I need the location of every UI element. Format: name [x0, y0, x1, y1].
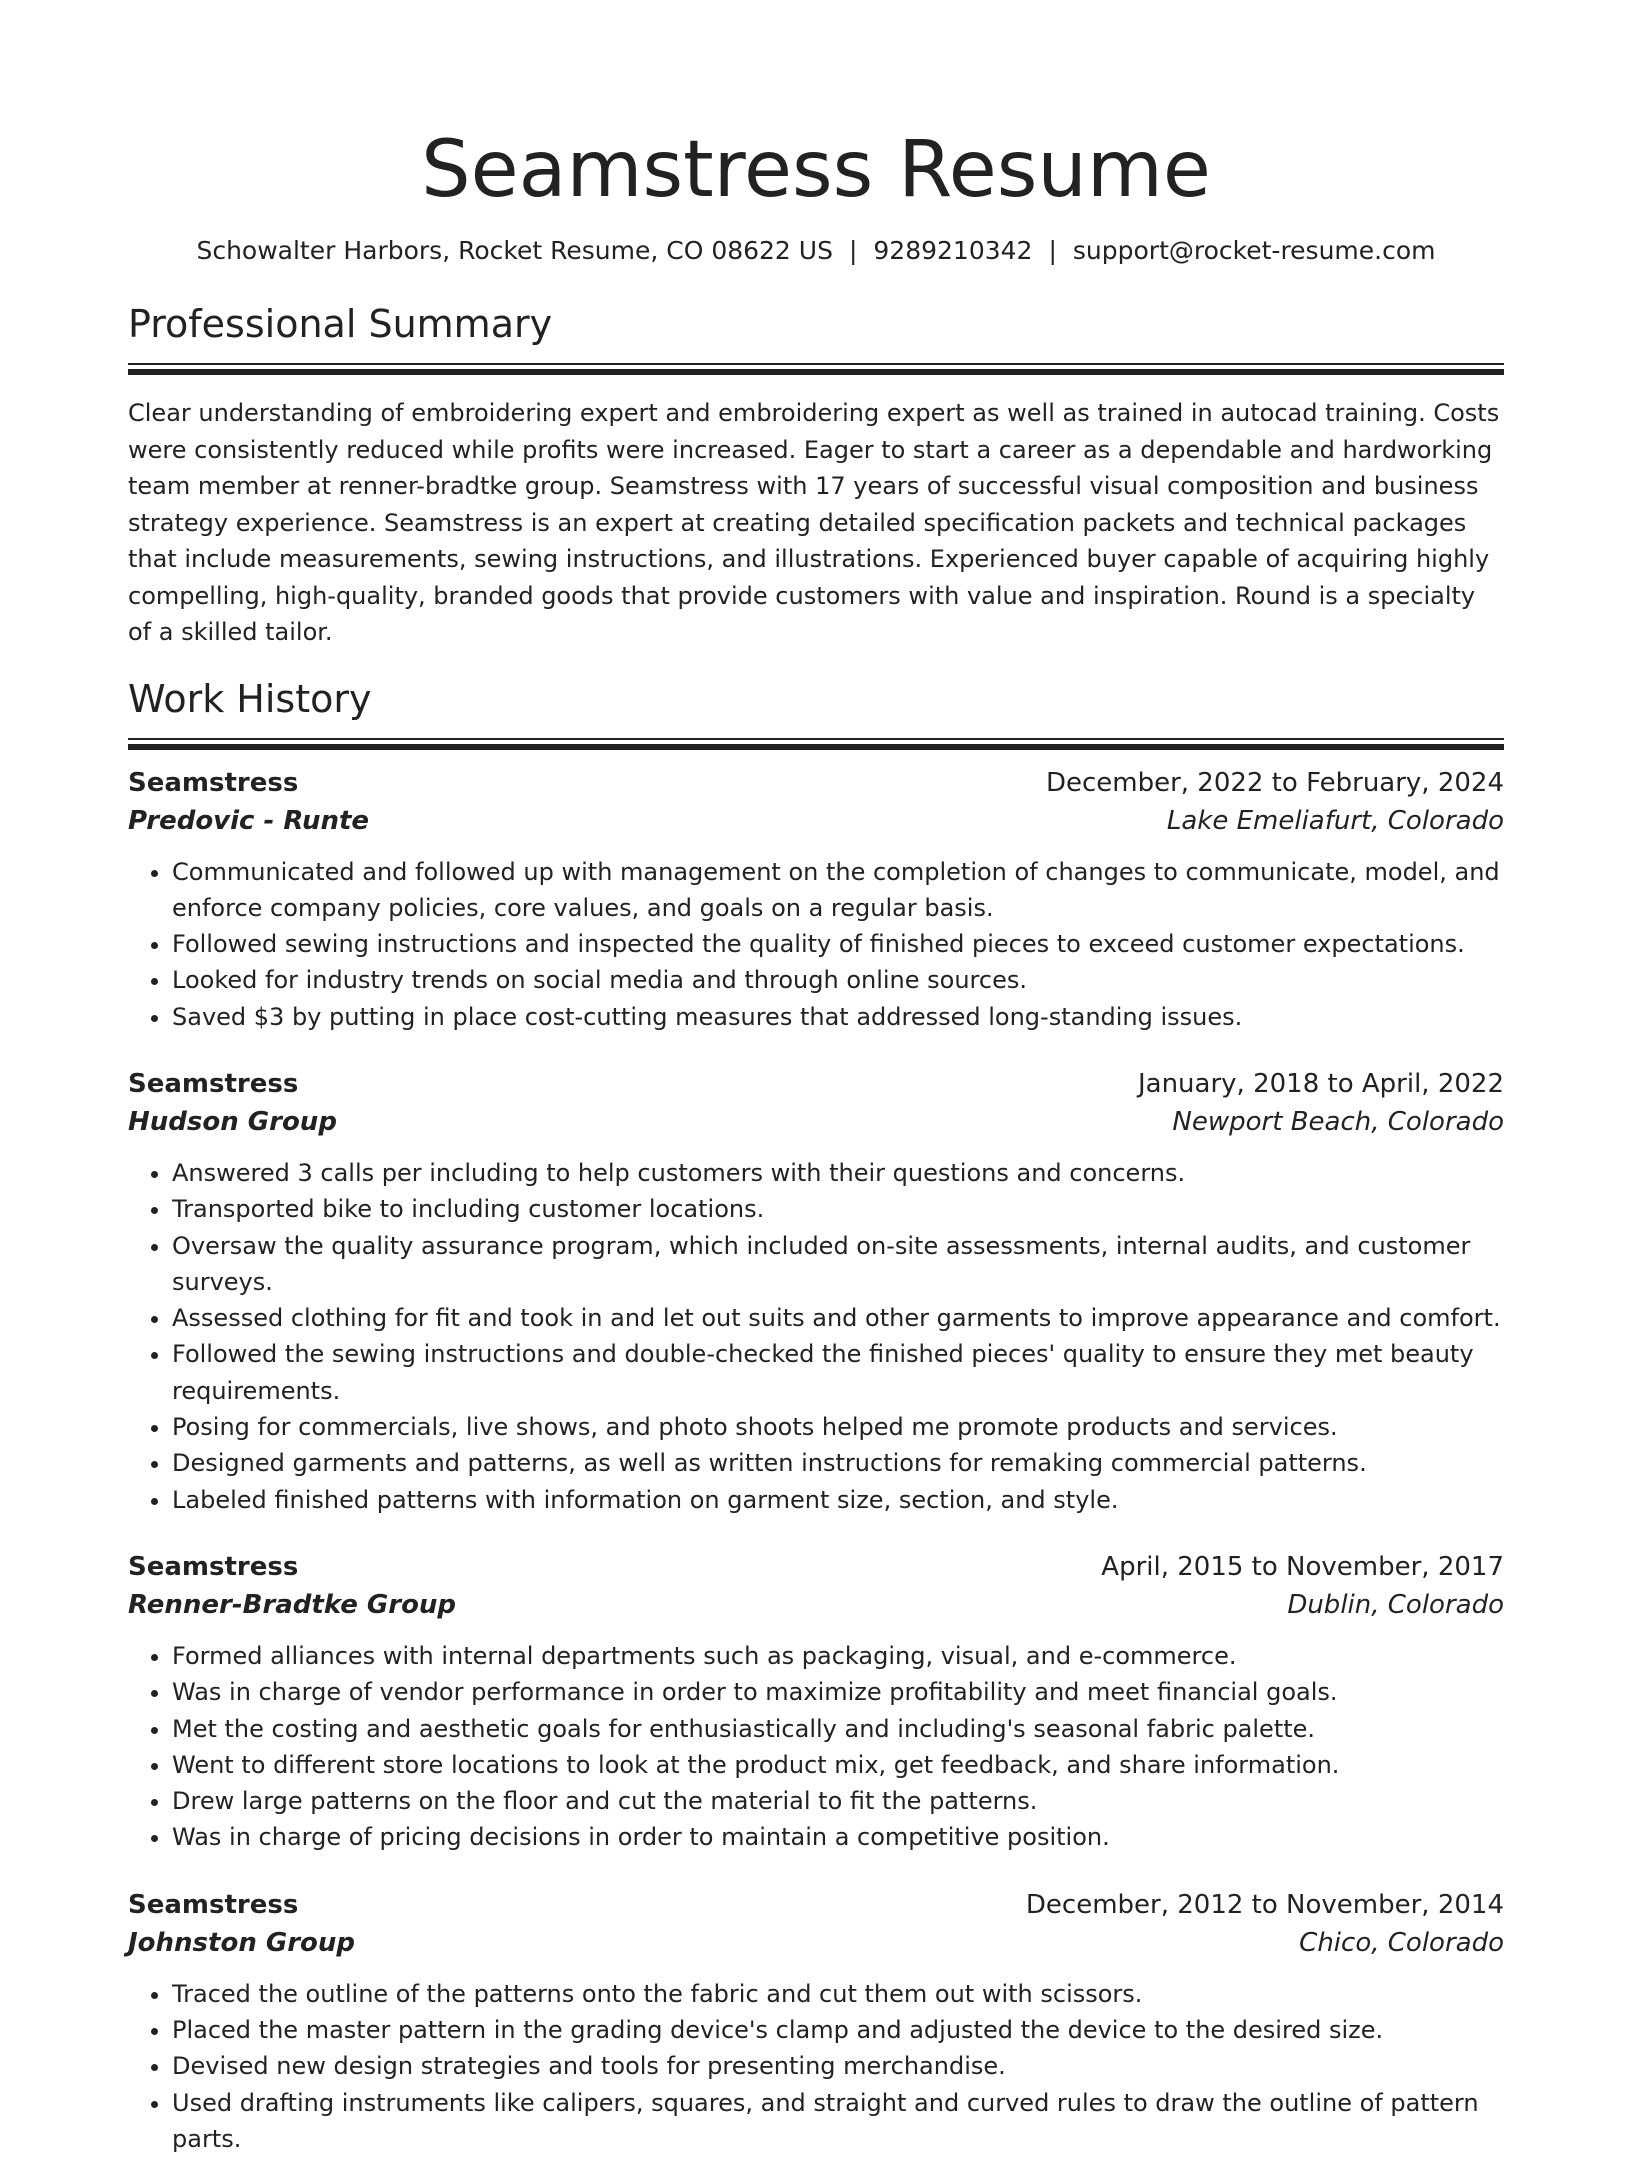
list-item: • Answered 3 calls per including to help customers with their questions and concerns.	[172, 1155, 1504, 1191]
job-company: Predovic - Runte	[128, 802, 369, 840]
list-item: • Went to different store locations to look at the product mix, get feedback, and share information.	[172, 1747, 1504, 1783]
contact-separator: |	[833, 236, 873, 265]
list-item: • Formed alliances with internal departments such as packaging, visual, and e-commerce.	[172, 1638, 1504, 1674]
job-dates: April, 2015 to November, 2017	[1101, 1548, 1504, 1586]
job-location: Newport Beach, Colorado	[1172, 1103, 1504, 1141]
summary-section	[128, 300, 1504, 651]
work-history-section	[128, 675, 1504, 2157]
job-location: Chico, Colorado	[1299, 1924, 1504, 1962]
contact-separator: |	[1032, 236, 1072, 265]
list-item: • Placed the master pattern in the grading device's clamp and adjusted the device to the desired size.	[172, 2012, 1504, 2048]
section-divider	[128, 738, 1504, 748]
job-dates: December, 2012 to November, 2014	[1026, 1886, 1504, 1924]
contact-phone: 9289210342	[873, 236, 1032, 265]
list-item: • Posing for commercials, live shows, and photo shoots helped me promote products and services.	[172, 1409, 1504, 1445]
list-item: • Was in charge of pricing decisions in order to maintain a competitive position.	[172, 1819, 1504, 1855]
job-title: Seamstress	[128, 1548, 298, 1586]
resume-title: Seamstress Resume	[128, 122, 1504, 218]
job-entry	[128, 1886, 1504, 2157]
summary-heading: Professional Summary	[128, 300, 1504, 348]
contact-line	[128, 234, 1504, 268]
job-company: Johnston Group	[128, 1924, 355, 1962]
job-title: Seamstress	[128, 764, 298, 802]
job-company: Hudson Group	[128, 1103, 337, 1141]
list-item: • Traced the outline of the patterns onto the fabric and cut them out with scissors.	[172, 1976, 1504, 2012]
job-entry	[128, 1548, 1504, 1856]
list-item: • Communicated and followed up with management on the completion of changes to communicate, model, and enforce company policies, core values, and goals on a regular basis.	[172, 854, 1504, 927]
list-item: • Drew large patterns on the floor and cut the material to fit the patterns.	[172, 1783, 1504, 1819]
list-item: • Designed garments and patterns, as well as written instructions for remaking commercial patterns.	[172, 1445, 1504, 1481]
work-history-heading: Work History	[128, 675, 1504, 723]
job-location: Dublin, Colorado	[1287, 1586, 1504, 1624]
list-item: • Looked for industry trends on social media and through online sources.	[172, 962, 1504, 998]
list-item: • Met the costing and aesthetic goals for enthusiastically and including's seasonal fabric palette.	[172, 1711, 1504, 1747]
job-dates: January, 2018 to April, 2022	[1138, 1065, 1504, 1103]
list-item: • Assessed clothing for fit and took in and let out suits and other garments to improve appearance and comfort.	[172, 1300, 1504, 1336]
list-item: • Devised new design strategies and tools for presenting merchandise.	[172, 2048, 1504, 2084]
job-entry	[128, 764, 1504, 1035]
job-title: Seamstress	[128, 1065, 298, 1103]
list-item: • Oversaw the quality assurance program, which included on-site assessments, internal audits, and customer surveys.	[172, 1228, 1504, 1301]
list-item: • Followed sewing instructions and inspected the quality of finished pieces to exceed customer expectations.	[172, 926, 1504, 962]
contact-email: support@rocket-resume.com	[1073, 236, 1436, 265]
job-bullets	[128, 1638, 1504, 1856]
list-item: • Used drafting instruments like calipers, squares, and straight and curved rules to draw the outline of pattern parts.	[172, 2085, 1504, 2157]
contact-address: Schowalter Harbors, Rocket Resume, CO 08622 US	[196, 236, 833, 265]
summary-text: Clear understanding of embroidering expert and embroidering expert as well as trained in autocad training. Costs were consistently reduced while profits were increased. Eager to start a career as a dependable and hardworking team member at renner-bradtke group. Seamstress with 17 years of successful visual composition and business strategy experience. Seamstress is an expert at creating detailed specification packets and technical packages that include measurements, sewing instructions, and illustrations. Experienced buyer capable of acquiring highly compelling, high-quality, branded goods that provide customers with value and inspiration. Round is a specialty of a skilled tailor.	[128, 395, 1504, 651]
job-bullets	[128, 854, 1504, 1035]
job-location: Lake Emeliafurt, Colorado	[1167, 802, 1504, 840]
resume-page	[128, 0, 1504, 2157]
job-dates: December, 2022 to February, 2024	[1046, 764, 1504, 802]
list-item: • Labeled finished patterns with information on garment size, section, and style.	[172, 1482, 1504, 1518]
job-entry	[128, 1065, 1504, 1518]
list-item: • Was in charge of vendor performance in order to maximize profitability and meet financial goals.	[172, 1674, 1504, 1710]
list-item: • Followed the sewing instructions and double-checked the finished pieces' quality to ensure they met beauty requirements.	[172, 1336, 1504, 1409]
section-divider	[128, 363, 1504, 373]
list-item: • Saved $3 by putting in place cost-cutting measures that addressed long-standing issues.	[172, 999, 1504, 1035]
job-bullets	[128, 1155, 1504, 1518]
job-title: Seamstress	[128, 1886, 298, 1924]
job-company: Renner-Bradtke Group	[128, 1586, 456, 1624]
job-bullets	[128, 1976, 1504, 2157]
list-item: • Transported bike to including customer locations.	[172, 1191, 1504, 1227]
